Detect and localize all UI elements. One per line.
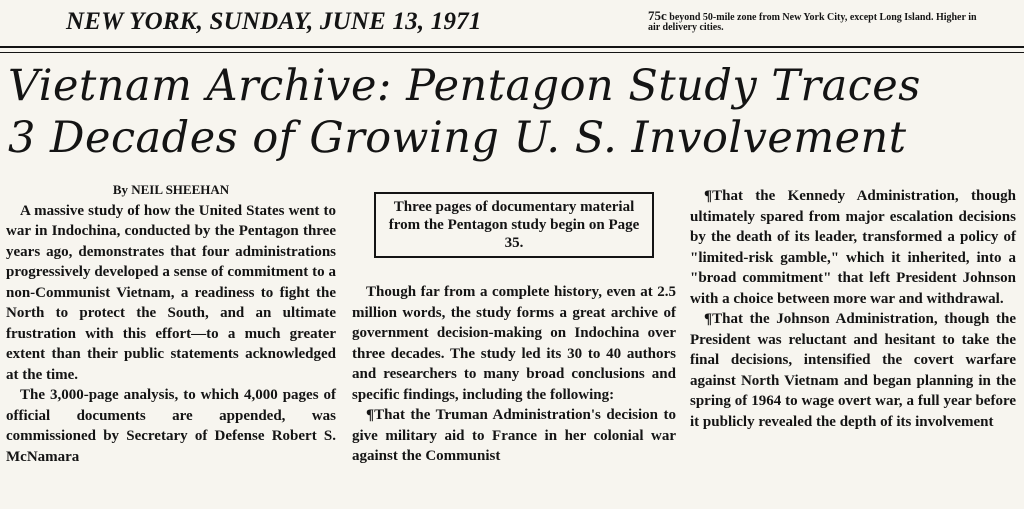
headline [8, 60, 1018, 164]
article-column-3 [690, 186, 1016, 432]
paragraph: The 3,000-page analysis, to which 4,000 pages of official documents are appended, was commissioned by Secretary of Defense Robert S. McNamara [6, 387, 336, 465]
dateline-bar [0, 0, 1024, 48]
paragraph: Though far from a complete history, even at 2.5 million words, the study forms a great archive of government decision-making on Indochina over three decades. The study led its 30 to 40 authors and researchers to many broad conclusions and specific findings, including the following: [352, 284, 676, 403]
paragraph: A massive study of how the United States went to war in Indochina, conducted by the Pentagon three years ago, demonstrates that four administrations progressively developed a sense of commitment to a non-Communist Vietnam, a readiness to fight the North to protect the South, and an ultimate frustration with this effort—to a much greater extent than their public statements acknowledged at the time. [6, 202, 336, 383]
page-reference-box: Three pages of documentary material from the Pentagon study begin on Page 35. [374, 192, 654, 258]
article-column-1 [6, 180, 336, 467]
headline-line-2: 3 Decades of Growing U. S. Involvement [8, 113, 907, 163]
price-notice [648, 8, 978, 33]
paragraph: ¶That the Truman Administration's decision to give military aid to France in her colonial war against the Communist [352, 407, 676, 464]
paragraph: ¶That the Johnson Administration, though the President was reluctant and hesitant to take the final decisions, intensified the covert warfare against North Vietnam and began planning in the spring of 1964 to wage overt war, a full year before it publicly revealed the depth of its involvement [690, 311, 1016, 430]
price-note: beyond 50-mile zone from New York City, except Long Island. Higher in air delivery cities. [648, 12, 977, 33]
paragraph: ¶That the Kennedy Administration, though ultimately spared from major escalation decisions by the death of its leader, transformed a policy of "limited-risk gamble," which it inherited, into a "broad commitment" that left President Johnson with a choice between more war and withdrawal. [690, 188, 1016, 307]
article-column-2 [352, 180, 676, 467]
headline-line-1: Vietnam Archive: Pentagon Study Traces [8, 61, 921, 111]
price-amount: 75c [648, 8, 667, 23]
byline: By NEIL SHEEHAN [112, 182, 230, 197]
divider [0, 52, 1024, 53]
issue-date: NEW YORK, SUNDAY, JUNE 13, 1971 [66, 8, 482, 35]
